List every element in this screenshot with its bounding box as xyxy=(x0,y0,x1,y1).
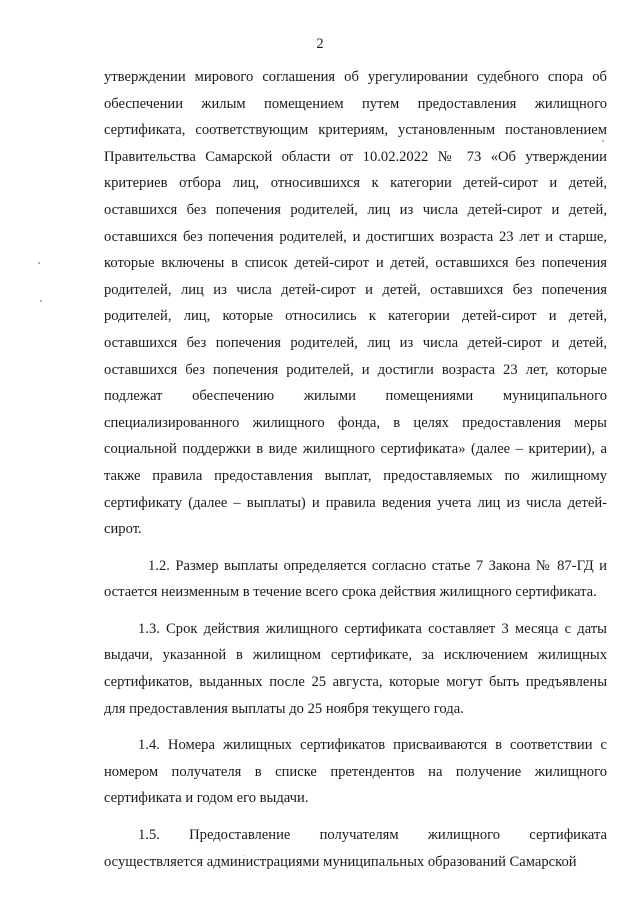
page-number: 2 xyxy=(316,36,324,52)
paragraph-1-3: 1.3. Срок действия жилищного сертификата составляет 3 месяца с даты выдачи, указанной в жилищном сертификате, за исключением жилищных сертификатов, выданных после 25 августа, которые могут быть предъявлены для предоставления выплаты до 25 ноября текущего года. xyxy=(104,620,607,717)
paragraph-continuation: утверждении мирового соглашения об урегулировании судебного спора об обеспечении жилым помещением путем предоставления жилищного сертификата, соответствующим критериям, установленным постановлением Правительства Самарской области от 10.02.2022 № 73 «Об утверждении критериев отбора лиц, относившихся к категории детей-сирот и детей, оставшихся без попечения родителей, лиц из числа детей-сирот и детей, оставшихся без попечения родителей, и достигших возраста 23 лет и старше, которые включены в список детей-сирот и детей, оставшихся без попечения родителей, лиц из числа детей-сирот и детей, оставшихся без попечения родителей, лиц, которые относились к категории детей-сирот и детей, оставшихся без попечения родителей, лиц из числа детей-сирот и детей, оставшихся без попечения родителей, и достигли возраста 23 лет, которые подлежат обеспечению жилыми помещениями муниципального специализированного жилищного фонда, в целях предоставления меры социальной поддержки в виде жилищного сертификата» (далее – критерии), а также правила предоставления выплат, предоставляемых по жилищному сертификату (далее – выплаты) и правила ведения учета лиц из числа детей-сирот. xyxy=(104,69,607,538)
scan-speck xyxy=(40,300,42,302)
scan-speck xyxy=(38,262,40,264)
paragraph-1-4: 1.4. Номера жилищных сертификатов присваиваются в соответствии с номером получателя в списке претендентов на получение жилищного сертификата и годом его выдачи. xyxy=(104,737,607,807)
paragraph-1-5: 1.5. Предоставление получателям жилищного сертификата осуществляется администрациями муниципальных образований Самарской xyxy=(104,827,607,870)
paragraph-1-2: 1.2. Размер выплаты определяется согласно статье 7 Закона № 87-ГД и остается неизменным в течение всего срока действия жилищного сертификата. xyxy=(104,557,607,601)
document-body xyxy=(104,64,607,875)
